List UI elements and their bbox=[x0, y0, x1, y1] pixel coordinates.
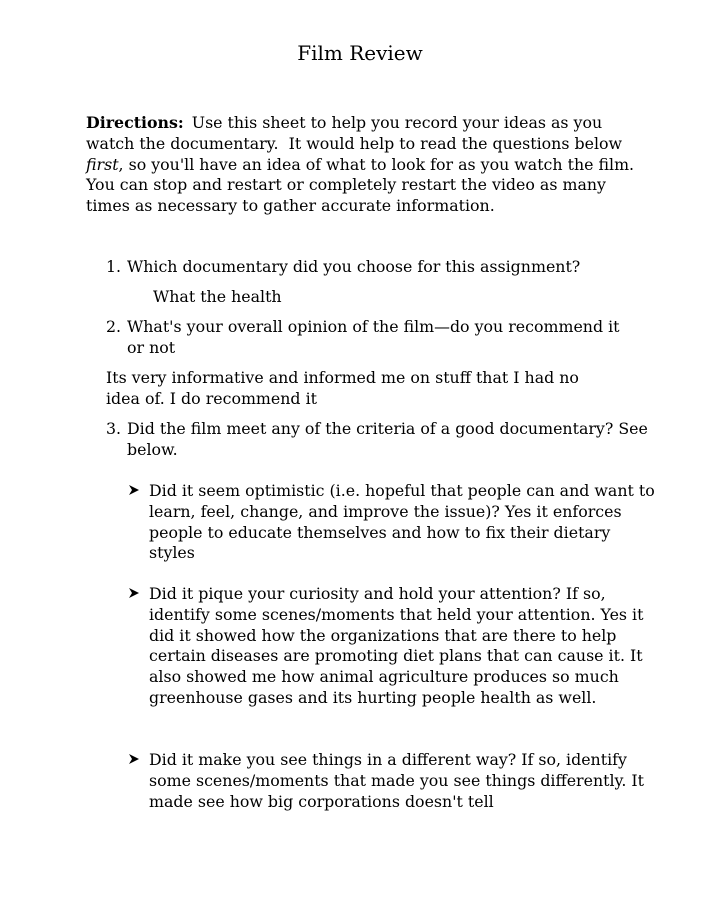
question-item bbox=[106, 257, 646, 278]
bullet-text: Did it seem optimistic (i.e. hopeful that people can and want to learn, feel, change, and improve the issue)? Yes it enforces people to educate themselves and how to fix their dietary styles bbox=[149, 481, 655, 563]
directions-text-3: , so you'll have an idea of what to look for as you watch the film. You can stop and restart or completely restart the video as many times as necessary to gather accurate information. bbox=[86, 154, 635, 216]
question-text: What's your overall opinion of the film—do you recommend it or not bbox=[127, 317, 620, 357]
bullet-text: Did it make you see things in a different way? If so, identify some scenes/moments that made you see things differently. It made see how big corporations doesn't tell bbox=[149, 750, 644, 811]
question-number: 2. bbox=[106, 317, 122, 336]
bullet-item bbox=[128, 481, 658, 564]
directions-text-2: It would help to read the questions below bbox=[288, 133, 623, 153]
bullet-item bbox=[128, 584, 658, 709]
directions-text-1: Use this sheet to help you record your ideas as you watch the documentary. bbox=[86, 113, 603, 153]
question-item bbox=[106, 419, 651, 461]
bullet-item bbox=[128, 750, 658, 812]
question-number: 3. bbox=[106, 419, 122, 438]
directions-label: Directions: bbox=[86, 113, 184, 132]
question-text: Which documentary did you choose for this assignment? bbox=[127, 257, 581, 276]
question-item bbox=[106, 317, 636, 359]
arrowhead-bullet-icon bbox=[128, 587, 140, 599]
question-number: 1. bbox=[106, 257, 122, 276]
arrowhead-bullet-icon bbox=[128, 753, 140, 765]
page-title: Film Review bbox=[297, 41, 423, 65]
arrowhead-bullet-icon bbox=[128, 484, 140, 496]
bullet-text: Did it pique your curiosity and hold your attention? If so, identify some scenes/moments that held your attention. Yes it did it showed how the organizations that are there to help certain diseases are promoting diet plans that can cause it. It also showed me how animal agriculture produces so much greenhouse gases and its hurting people health as well. bbox=[149, 584, 644, 707]
question-text: Did the film meet any of the criteria of a good documentary? See below. bbox=[127, 419, 648, 459]
directions-paragraph bbox=[86, 113, 646, 217]
answer-text: What the health bbox=[153, 287, 282, 306]
directions-emphasis: first bbox=[86, 154, 119, 174]
answer-text: Its very informative and informed me on stuff that I had no idea of. I do recommend it bbox=[106, 368, 579, 408]
